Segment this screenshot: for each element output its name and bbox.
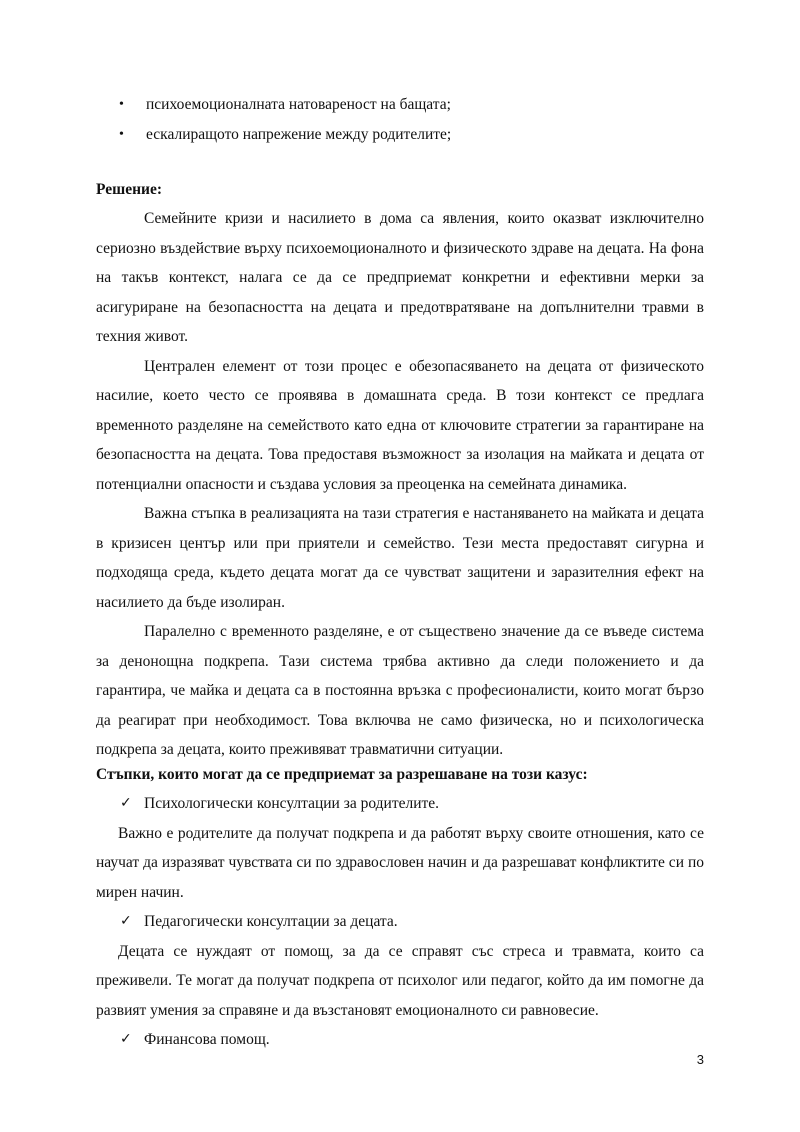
- steps-heading: Стъпки, които могат да се предприемат за разрешаване на този казус:: [96, 766, 588, 783]
- step-item: [96, 789, 704, 819]
- solution-paragraph: Семейните кризи и насилието в дома са явления, които оказват изключително сериозно въздействие върху психоемоционалното и физическото здраве на децата. На фона на такъв контекст, налага се да се предприемат конкретни и ефективни мерки за асигуриране на безопасността на децата и предотвратяване на допълнителни травми в техния живот.: [96, 210, 704, 345]
- checkmark-icon: ✓: [120, 913, 132, 929]
- list-item: [94, 90, 714, 120]
- step-item: [96, 1025, 704, 1055]
- step-title: Психологически консултации за родителите.: [144, 795, 440, 812]
- solution-paragraph: Паралелно с временното разделяне, е от съществено значение да се въведе система за денонощна подкрепа. Тази система трябва активно да следи положението и да гарантира, че майка и децата са в постоянна връзка с професионалисти, които могат бързо да реагират при необходимост. Това включва не само физическа, но и психологическа подкрепа за децата, които преживяват травматични ситуации.: [96, 623, 704, 758]
- page-number: 3: [696, 1052, 704, 1067]
- step-item: [96, 907, 704, 937]
- step-title: Финансова помощ.: [144, 1031, 270, 1048]
- step-description: Децата се нуждаят от помощ, за да се справят със стреса и травмата, които са преживели. Те могат да получат подкрепа от психолог или педагог, който да им помогне да развият умения за справяне и да възстановят емоционалното си равновесие.: [96, 942, 704, 1019]
- step-title: Педагогически консултации за децата.: [144, 913, 398, 930]
- step-description: Важно е родителите да получат подкрепа и да работят върху своите отношения, като се научат да изразяват чувствата си по здравословен начин и да разрешават конфликтите си по мирен начин.: [96, 824, 704, 901]
- bullet-text: ескалиращото напрежение между родителите;: [146, 126, 452, 143]
- solution-paragraph: Централен елемент от този процес е обезопасяването на децата от физическото насилие, което често се проявява в домашната среда. В този контекст се предлага временното разделяне на семейството като една от ключовите стратегии за гарантиране на безопасността на децата. Това предоставя възможност за изолация на майката и децата от потенциални опасности и създава условия за преоценка на семейната динамика.: [96, 357, 704, 493]
- bullet-dot-icon: •: [119, 127, 124, 142]
- steps-list: [96, 789, 704, 1055]
- checkmark-icon: ✓: [120, 1031, 132, 1047]
- solution-body: [96, 204, 704, 765]
- checkmark-icon: ✓: [120, 795, 132, 811]
- bullet-text: психоемоционалната натовареност на бащата;: [146, 96, 451, 113]
- bullet-list: [94, 90, 714, 150]
- solution-heading: Решение:: [96, 181, 163, 198]
- list-item: [94, 120, 714, 150]
- bullet-dot-icon: •: [119, 97, 124, 112]
- solution-paragraph: Важна стъпка в реализацията на тази стратегия е настаняването на майката и децата в кризисен център или при приятели и семейство. Тези места предоставят сигурна и подходяща среда, където децата могат да се чувстват защитени и заразителния ефект на насилието да бъде изолиран.: [96, 505, 704, 611]
